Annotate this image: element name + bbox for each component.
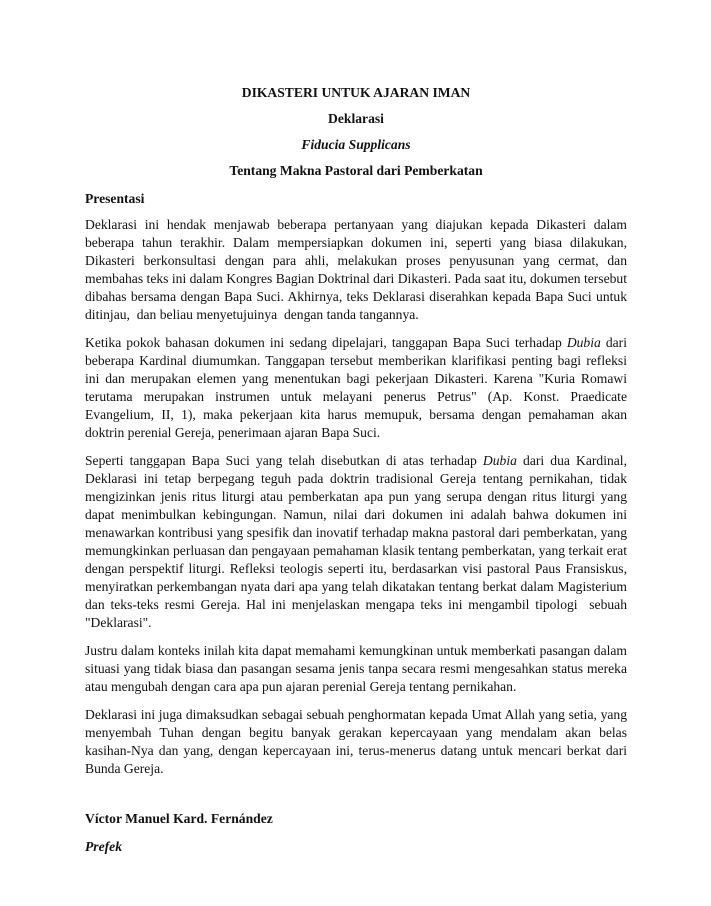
- signatory-name: Víctor Manuel Kard. Fernández: [85, 811, 273, 826]
- paragraph-3-part-a: Seperti tanggapan Bapa Suci yang telah disebutkan di atas terhadap: [85, 453, 483, 468]
- paragraph-5: Deklarasi ini juga dimaksudkan sebagai sebuah penghormatan kepada Umat Allah yang setia, yang menyembah Tuhan dengan begitu banyak gerakan kepercayaan yang mendalam akan belas kasihan-Nya dan yang, dengan kepercayaan ini, terus-menerus datang untuk mencari berkat dari Bunda Gereja.: [85, 707, 631, 776]
- document-title: Fiducia Supplicans: [301, 137, 411, 152]
- document-page: [85, 84, 631, 856]
- signature-block: [85, 810, 627, 856]
- paragraph-1: Deklarasi ini hendak menjawab beberapa pertanyaan yang diajukan kepada Dikasteri dalam beberapa tahun terakhir. Dalam mempersiapkan dokumen ini, seperti yang biasa dilakukan, Dikasteri berkonsultasi dengan para ahli, melakukan proses penyusunan yang cermat, dan membahas teks ini dalam Kongres Bagian Doktrinal dari Dikasteri. Pada saat itu, dokumen tersebut dibahas bersama dengan Bapa Suci. Akhirnya, teks Deklarasi diserahkan kepada Bapa Suci untuk ditinjau, dan beliau menyetujuinya dengan tanda tangannya.: [85, 217, 631, 322]
- paragraph-2: [85, 334, 631, 442]
- paragraph-2-dubia: Dubia: [566, 335, 601, 350]
- paragraph-3-dubia: Dubia: [482, 453, 517, 468]
- paragraph-3-part-b: dari dua Kardinal, Deklarasi ini tetap berpegang teguh pada doktrin tradisional Gereja tentang pernikahan, tidak mengizinkan jenis ritus liturgi atau pemberkatan apa pun yang serupa dengan ritus liturgi yang dapat menimbulkan kebingungan. Namun, nilai dari dokumen ini adalah bahwa dokumen ini menawarkan kontribusi yang spesifik dan inovatif terhadap makna pastoral dari pemberkatan, yang memungkinkan perluasan dan pengayaan pemahaman klasik tentang pemberkatan, yang terkait erat dengan perspektif liturgi. Refleksi teologis seperti itu, berdasarkan visi pastoral Paus Fransiskus, menyiratkan perkembangan nyata dari apa yang telah dikatakan tentang berkat dalam Magisterium dan teks-teks resmi Gereja. Hal ini menjelaskan mengapa teks ini mengambil tipologi sebuah "Deklarasi".: [85, 453, 631, 630]
- institution-heading: DIKASTERI UNTUK AJARAN IMAN: [241, 85, 471, 100]
- document-type-heading: Deklarasi: [328, 111, 384, 126]
- signatory-role: Prefek: [85, 839, 122, 854]
- paragraph-2-part-a: Ketika pokok bahasan dokumen ini sedang dipelajari, tanggapan Bapa Suci terhadap: [85, 335, 567, 350]
- paragraph-3: [85, 452, 631, 632]
- document-subtitle: Tentang Makna Pastoral dari Pemberkatan: [229, 163, 483, 178]
- paragraph-2-part-b: dari beberapa Kardinal diumumkan. Tanggapan tersebut memberikan klarifikasi penting bagi refleksi ini dan merupakan elemen yang menentukan bagi pekerjaan Dikasteri. Karena "Kuria Romawi terutama merupakan instrumen untuk melayani penerus Petrus" (Ap. Konst. Praedicate Evangelium, II, 1), maka pekerjaan kita harus memupuk, bersama dengan pemahaman akan doktrin perenial Gereja, penerimaan ajaran Bapa Suci.: [85, 335, 631, 440]
- section-heading-presentasi: Presentasi: [85, 191, 145, 206]
- paragraph-4: Justru dalam konteks inilah kita dapat memahami kemungkinan untuk memberkati pasangan dalam situasi yang tidak biasa dan pasangan sesama jenis tanpa secara resmi mengesahkan status mereka atau mengubah dengan cara apa pun ajaran perenial Gereja tentang pernikahan.: [85, 643, 631, 694]
